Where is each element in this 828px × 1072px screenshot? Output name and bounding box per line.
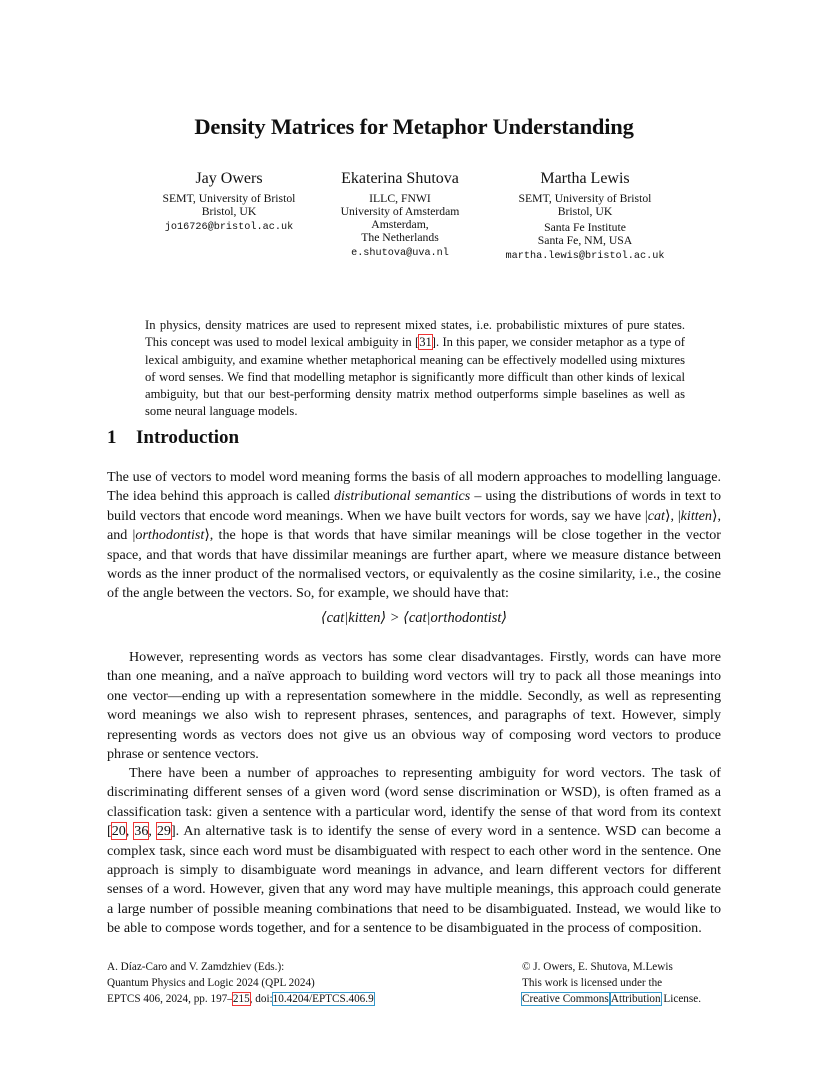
separator: ,: [148, 823, 157, 840]
abstract: [145, 317, 685, 421]
emphasis-text: distributional semantics: [333, 488, 471, 505]
abstract-text: ]. In this paper, we consider metaphor as a type of lexical ambiguity, and examine whether metaphorical meaning can be effectively modelled using mixtures of word senses. We find that modelling metaphor is significantly more difficult than other kinds of lexical ambiguity, but that our best-performing density matrix method outperforms simple baselines as well as some neural language models.: [145, 335, 685, 419]
author-block-3: [485, 169, 685, 263]
editors-line: A. Díaz-Caro and V. Zamdzhiev (Eds.):: [107, 961, 285, 973]
author-affiliation: Santa Fe Institute: [544, 221, 626, 234]
author-affiliation: SEMT, University of Bristol: [518, 192, 652, 205]
paragraph: However, representing words as vectors has some clear disadvantages. Firstly, words can have more than one meaning, and a naïve approach to building word vectors will try to pack all those meanings into one vector—ending up with a representation somewhere in the middle. Secondly, as well as representing word meanings we also wish to represent phrases, sentences, and paragraphs of text. However, simply representing words as vectors does not give us an obvious way of composing word vectors to produce phrase or sentence vectors.: [107, 649, 721, 763]
eptcs-text: EPTCS 406, 2024, pp. 197–: [107, 993, 233, 1005]
paragraph: [107, 764, 721, 939]
author-affiliation: Santa Fe, NM, USA: [537, 234, 633, 247]
paragraph-text: ⟩, the hope is that words that have similar meanings will be close together in the vector space, and that words that have dissimilar meanings are further apart, where we measure distance between words as the inner product of the normalised vectors, or equivalently as the cosine similarity, i.e., the cosine of the angle between the vectors. So, for example, we should have that:: [107, 527, 721, 602]
author-email: martha.lewis@bristol.ac.uk: [505, 251, 665, 262]
author-affiliation: Bristol, UK: [201, 205, 257, 218]
doi-label: , doi:: [249, 993, 273, 1005]
doi-link[interactable]: 10.4204/EPTCS.406.9: [272, 993, 374, 1005]
paragraph-text: ⟩, and |: [107, 507, 721, 544]
proceedings-line: Quantum Physics and Logic 2024 (QPL 2024): [107, 977, 315, 989]
attribution-link[interactable]: Attribution: [610, 993, 661, 1005]
ket-word: kitten: [680, 507, 712, 524]
author-affiliation: The Netherlands: [361, 231, 439, 244]
license-line: This work is licensed under the: [522, 977, 663, 989]
paragraph: [107, 468, 721, 604]
paper-title: Density Matrices for Metaphor Understanding: [194, 114, 634, 139]
citation-link[interactable]: 31: [419, 335, 432, 350]
section-title: Introduction: [136, 427, 240, 448]
last-page-link[interactable]: 215: [232, 993, 250, 1005]
equation: ⟨cat|kitten⟩ > ⟨cat|orthodontist⟩: [320, 610, 508, 626]
paragraph-text: There have been a number of approaches to representing ambiguity for word vectors. The task of discriminating different senses of a given word (word sense discrimination or WSD), is often framed as a classification task: given a sentence with a particular word, identify the sense of that word from its context [: [107, 765, 721, 840]
author-affiliation: Bristol, UK: [557, 205, 613, 218]
author-name: Jay Owers: [195, 170, 263, 187]
author-email: e.shutova@uva.nl: [351, 248, 449, 259]
section-number: 1: [107, 427, 117, 448]
citation-link[interactable]: 20: [111, 823, 126, 840]
section-heading: [107, 427, 239, 449]
author-affiliation: SEMT, University of Bristol: [162, 192, 296, 205]
eptcs-line: [107, 991, 374, 1007]
paragraph-text: The use of vectors to model word meaning forms the basis of all modern approaches to modelling language. The idea behind this approach is called: [107, 469, 721, 505]
abstract-text: In physics, density matrices are used to represent mixed states, i.e. probabilistic mixtures of pure states. This concept was used to model lexical ambiguity in [: [145, 318, 685, 350]
author-block-1: [129, 169, 329, 234]
footer-right: [522, 959, 701, 1007]
citation-link[interactable]: 29: [156, 823, 171, 840]
author-affiliation: ILLC, FNWI: [369, 192, 431, 205]
license-text: License.: [660, 993, 702, 1005]
author-name: Ekaterina Shutova: [341, 170, 459, 187]
author-email: jo16726@bristol.ac.uk: [164, 222, 294, 233]
separator: ,: [125, 823, 135, 840]
paragraph-text: ]. An alternative task is to identify the sense of every word in a sentence. WSD can become a complex task, since each word must be disambiguated with respect to each other word in the sentence. One approach is simply to disambiguate word meanings in advance, and learn different vectors for different senses of a word. However, given that any word may have multiple meanings, this approach could generate a large number of possible meaning combinations that need to be disambiguated. Instead, we would like to be able to compose words together, and for a sentence to be disambiguated in the process of composition.: [107, 823, 721, 937]
ket-word: cat: [647, 507, 665, 524]
license-links: [522, 991, 701, 1007]
ket-word: orthodontist: [135, 527, 205, 544]
author-affiliation: University of Amsterdam: [340, 205, 460, 218]
paragraph-text: ⟩, |: [664, 507, 681, 524]
author-block-2: [300, 169, 500, 260]
author-affiliation: Amsterdam,: [371, 218, 429, 231]
copyright-line: © J. Owers, E. Shutova, M.Lewis: [522, 961, 673, 973]
creative-commons-link[interactable]: Creative Commons: [522, 993, 609, 1005]
author-name: Martha Lewis: [540, 170, 630, 187]
citation-link[interactable]: 36: [134, 823, 149, 840]
footer-left: [107, 959, 374, 1007]
paragraph-text: – using the distributions of words in text to build vectors that encode word meanings. When we have built vectors for words, say we have |: [107, 488, 721, 524]
